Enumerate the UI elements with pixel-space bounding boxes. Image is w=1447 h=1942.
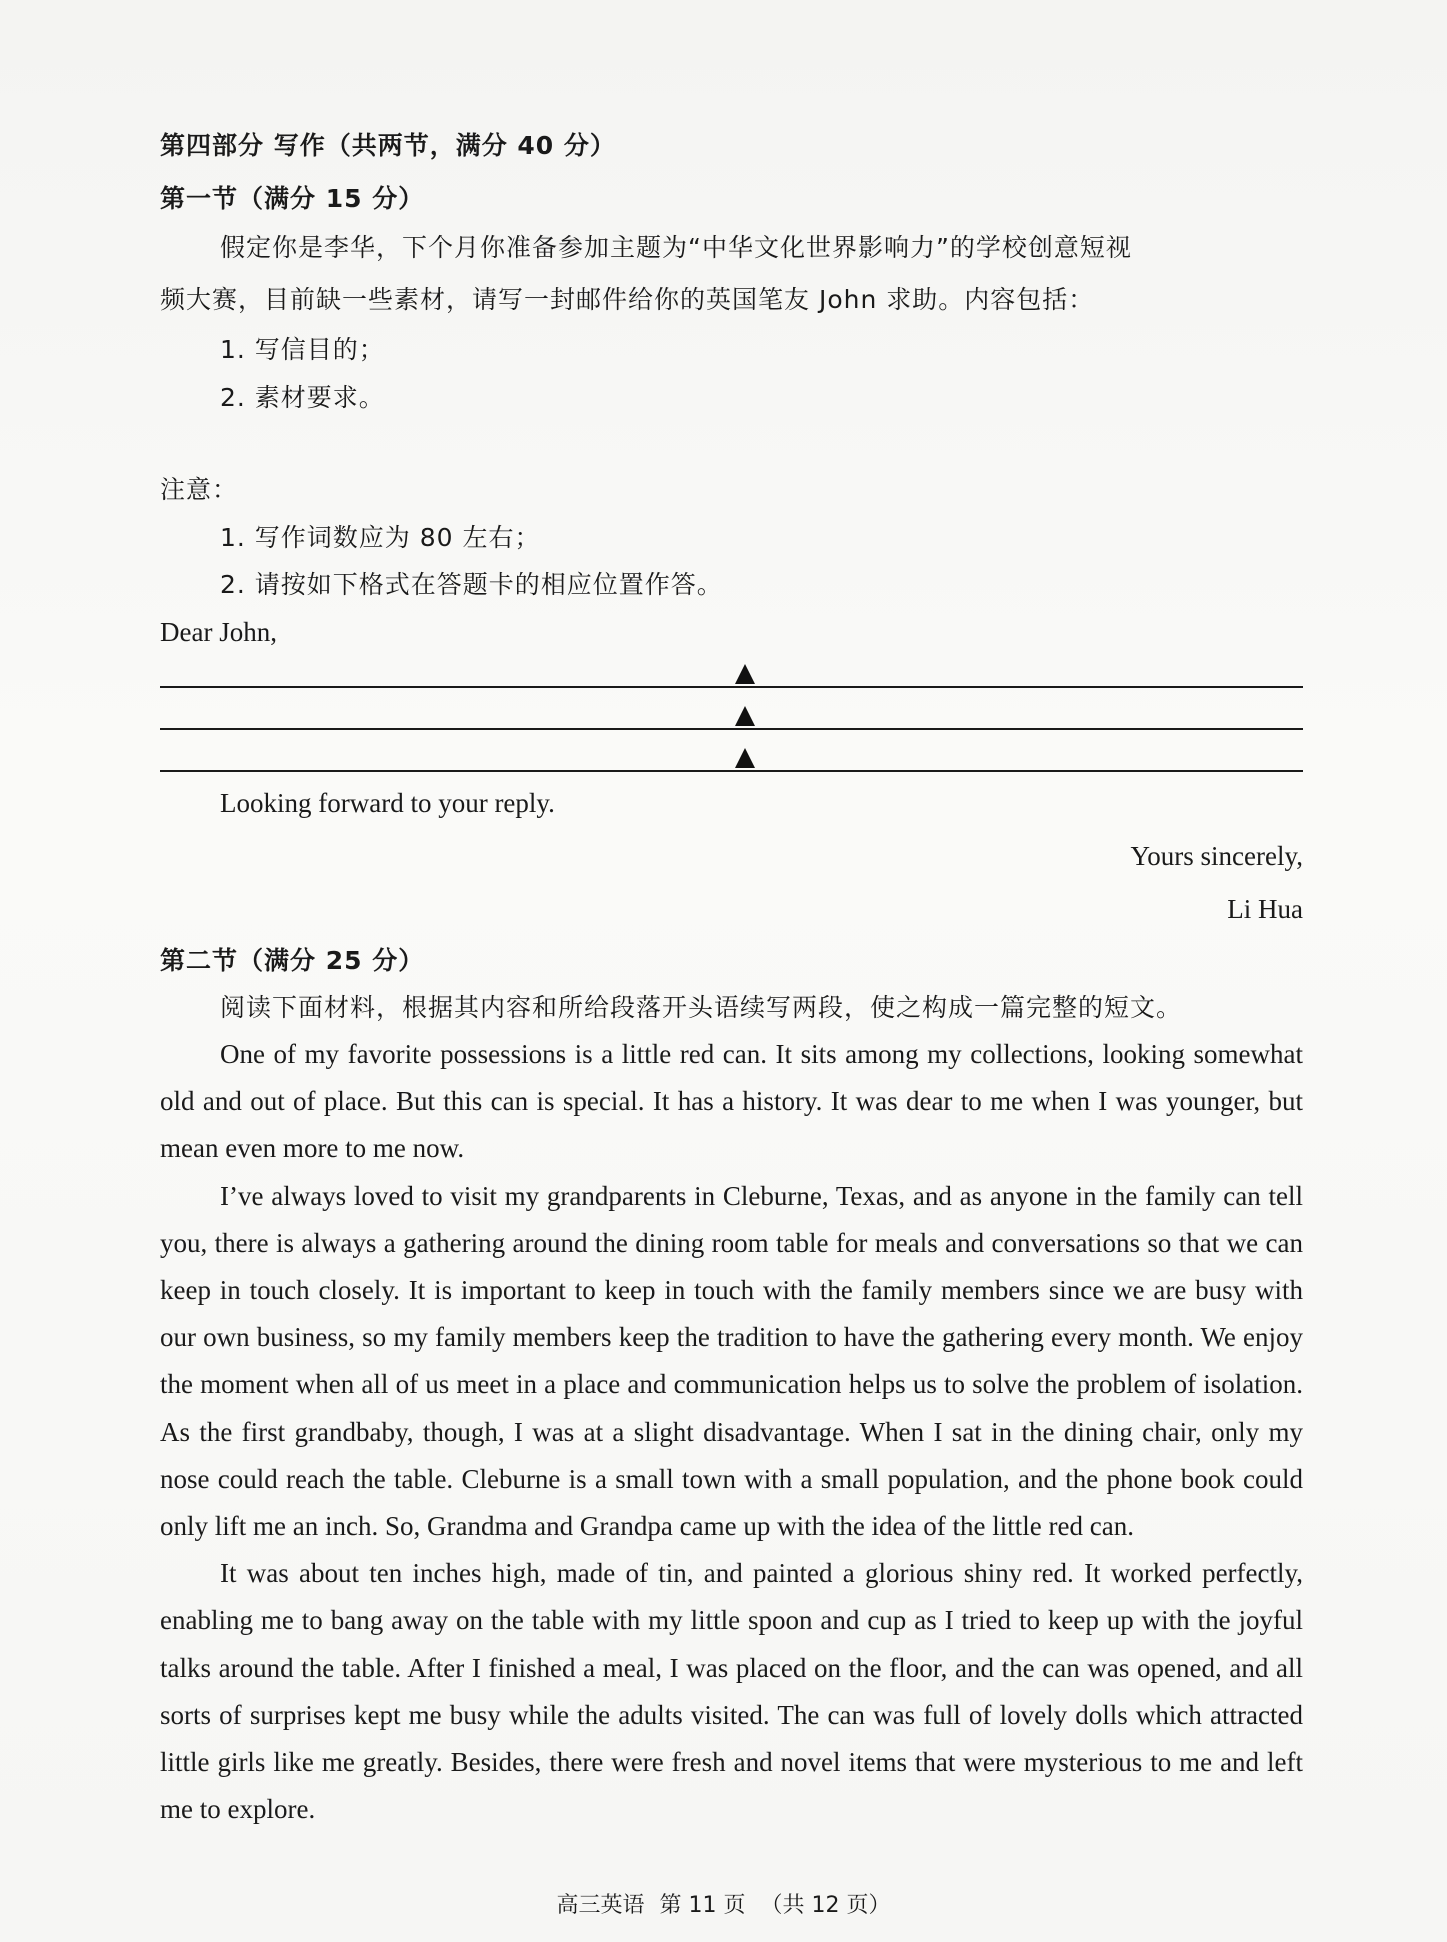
section2-heading: 第二节（满分 25 分）: [160, 946, 425, 975]
story-paragraph-2: I’ve always loved to visit my grandparents in Cleburne, Texas, and as anyone in the family can tell you, there is always a gathering around the dining room table for meals and conversations so that we can keep in touch closely. It is important to keep in touch with the family members since we are busy with our own business, so my family members keep the tradition to have the gathering every month. We enjoy the moment when all of us meet in a place and communication helps us to solve the problem of isolation. As the first grandbaby, though, I was at a slight disadvantage. When I sat in the dining chair, only my nose could reach the table. Cleburne is a small town with a small population, and the phone book could only lift me an inch. So, Grandma and Grandpa came up with the idea of the little red can.: [160, 1180, 1303, 1542]
notes-label: 注意：: [160, 475, 239, 504]
point-1: 1. 写信目的；: [220, 335, 385, 364]
story-text: [160, 1031, 1303, 1833]
story-paragraph-3: It was about ten inches high, made of tin, and painted a glorious shiny red. It worked perfectly, enabling me to bang away on the table with my little spoon and cup as I tried to keep up with the joyful talks around the table. After I finished a meal, I was placed on the floor, and the can was opened, and all sorts of surprises kept me busy while the adults visited. The can was full of lovely dolls which attracted little girls like me greatly. Besides, there were fresh and novel items that were mysterious to me and left me to explore.: [160, 1558, 1303, 1825]
letter-sign-off: Yours sincerely,: [1130, 841, 1303, 871]
blank-marker-icon: [735, 664, 755, 684]
letter-signature: Li Hua: [1227, 894, 1303, 924]
footer-subject: 高三英语: [556, 1893, 645, 1918]
writing-line: [160, 728, 1303, 730]
section2-instruction: 阅读下面材料，根据其内容和所给段落开头语续写两段，使之构成一篇完整的短文。: [220, 993, 1183, 1022]
section1-heading: 第一节（满分 15 分）: [160, 184, 425, 213]
writing-line: [160, 770, 1303, 772]
writing-line: [160, 686, 1303, 688]
letter-greeting: Dear John,: [160, 617, 277, 647]
note-1: 1. 写作词数应为 80 左右；: [220, 523, 541, 552]
note-2: 2. 请按如下格式在答题卡的相应位置作答。: [220, 570, 723, 599]
prompt-line-2: 频大赛，目前缺一些素材，请写一封邮件给你的英国笔友 John 求助。内容包括：: [160, 285, 1095, 314]
blank-marker-icon: [735, 748, 755, 768]
prompt-line-1: 假定你是李华，下个月你准备参加主题为“中华文化世界影响力”的学校创意短视: [220, 233, 1132, 262]
part-heading: 第四部分 写作（共两节，满分 40 分）: [160, 131, 616, 160]
footer-page-number: 第 11 页: [659, 1893, 746, 1918]
letter-closing-line: Looking forward to your reply.: [220, 788, 555, 818]
point-2: 2. 素材要求。: [220, 383, 385, 412]
blank-marker-icon: [735, 706, 755, 726]
story-paragraph-1: One of my favorite possessions is a little red can. It sits among my collections, looking somewhat old and out of place. But this can is special. It has a history. It was dear to me when I was younger, but mean even more to me now.: [160, 1039, 1303, 1164]
footer-total-pages: （共 12 页）: [760, 1893, 891, 1918]
page-footer: [0, 1888, 1447, 1919]
